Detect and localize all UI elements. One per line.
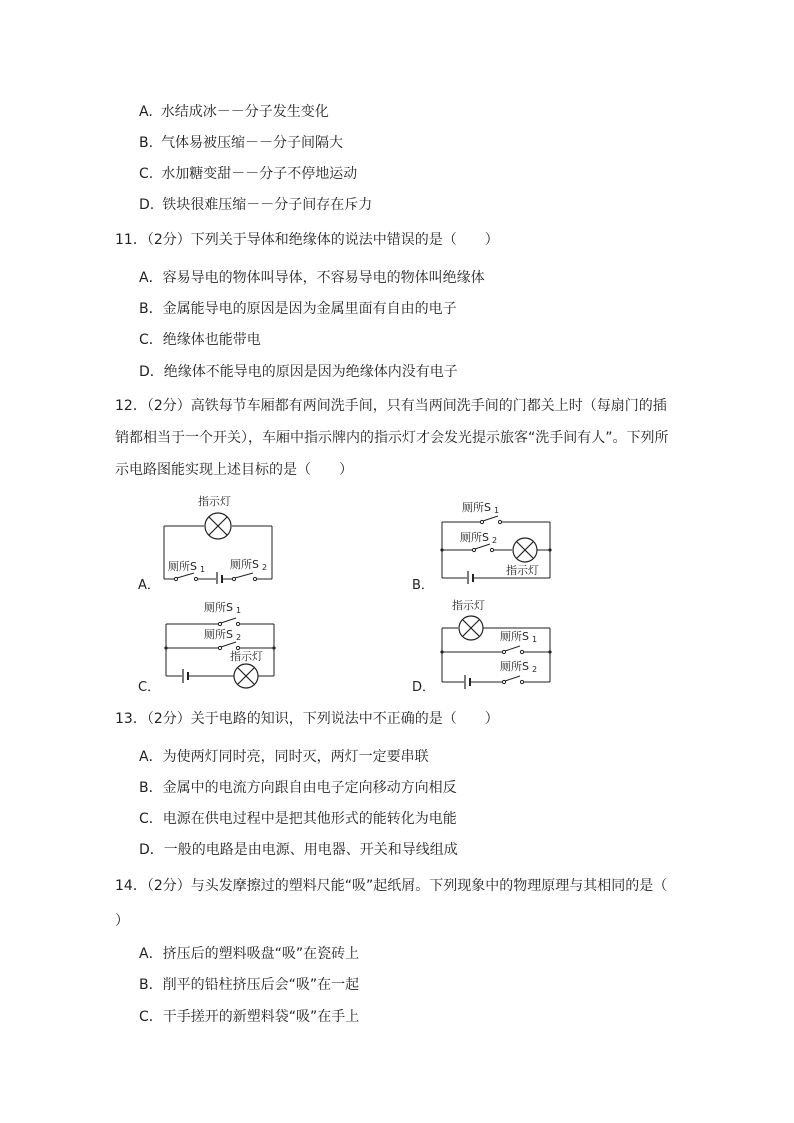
q14-option-c: C．干手搓开的新塑料袋“吸”在手上 (139, 1009, 360, 1025)
switch-s1-label: 厕所S (500, 630, 529, 643)
option-letter: C. (139, 166, 154, 182)
q12-stem-line-1: 12．（2分）高铁每节车厢都有两间洗手间，只有当两间洗手间的门都关上时（每扇门的插 (115, 398, 667, 414)
battery-symbol (465, 675, 470, 689)
switch-s2-blade (475, 544, 490, 549)
switch-s1-label: 厕所S (462, 501, 491, 514)
lamp-label: 指示灯 (198, 495, 231, 508)
switch-s2-label: 厕所S (500, 660, 529, 673)
q10-option-a (139, 102, 329, 122)
option-text: 水结成冰－－分子发生变化 (160, 104, 329, 120)
lamp-symbol (513, 538, 537, 562)
circuit-diagram-b (438, 498, 556, 584)
svg-text:2: 2 (532, 665, 538, 674)
svg-text:2: 2 (492, 536, 498, 545)
q14-stem-line-2: ） (115, 913, 129, 929)
q11-option-d: D．绝缘体不能导电的原因是因为绝缘体内没有电子 (139, 364, 458, 380)
lamp-symbol (205, 513, 231, 539)
battery-symbol (183, 669, 188, 683)
lamp-symbol (234, 664, 258, 688)
q14-stem-line-1: 14．（2分）与头发摩擦过的塑料尺能“吸”起纸屑。下列现象中的物理原理与其相同的是（ (115, 878, 668, 894)
q13-option-b: B．金属中的电流方向跟自由电子定向移动方向相反 (139, 780, 457, 796)
lamp-label: 指示灯 (452, 599, 485, 612)
svg-text:1: 1 (494, 506, 500, 515)
switch-s1-label: 厕所S (168, 560, 197, 573)
circuit-b-letter: B． (412, 578, 434, 593)
option-letter: A. (139, 104, 153, 120)
option-text: 铁块很难压缩－－分子间存在斥力 (162, 197, 373, 213)
q13-option-a: A．为使两灯同时亮，同时灭，两灯一定要串联 (139, 749, 429, 765)
lamp-symbol (459, 616, 483, 640)
switch-s1-blade (505, 646, 520, 651)
switch-s1-blade (221, 618, 236, 623)
switch-s2-blade (235, 573, 253, 578)
q13-option-c: C．电源在供电过程中是把其他形式的能转化为电能 (139, 811, 457, 827)
circuit-d-letter: D． (412, 680, 436, 695)
battery-symbol (468, 571, 473, 584)
switch-s2-label: 厕所S (230, 558, 259, 571)
q13-option-d: D．一般的电路是由电源、用电器、开关和导线组成 (139, 842, 458, 858)
switch-s2-blade (221, 642, 236, 647)
switch-s2-label: 厕所S (460, 531, 489, 544)
option-letter: D. (139, 197, 155, 213)
q12-stem-line-2: 销都相当于一个开关），车厢中指示牌内的指示灯才会发光提示旅客“洗手间有人”。下列所 (115, 430, 669, 446)
q10-option-c (139, 164, 357, 184)
switch-s1-label: 厕所S (204, 601, 233, 614)
q11-option-a: A．容易导电的物体叫导体，不容易导电的物体叫绝缘体 (139, 270, 485, 286)
circuit-diagram-c (162, 598, 280, 692)
circuit-diagram-d (438, 596, 558, 692)
svg-text:1: 1 (200, 565, 206, 574)
svg-text:2: 2 (262, 563, 268, 572)
option-text: 气体易被压缩－－分子间隔大 (161, 135, 344, 151)
circuit-diagram-a (160, 492, 280, 584)
q10-option-b (139, 133, 343, 153)
q10-option-d (139, 195, 372, 215)
q11-option-b: B．金属能导电的原因是因为金属里面有自由的电子 (139, 301, 457, 317)
q11-stem: 11．（2分）下列关于导体和绝缘体的说法中错误的是（ ） (115, 232, 499, 248)
circuit-c-letter: C． (138, 680, 161, 695)
svg-text:2: 2 (236, 633, 242, 642)
q11-option-c: C．绝缘体也能带电 (139, 332, 261, 348)
switch-s1-blade (483, 516, 498, 521)
option-text: 水加糖变甜－－分子不停地运动 (161, 166, 358, 182)
svg-text:1: 1 (236, 606, 242, 615)
svg-text:1: 1 (532, 635, 538, 644)
option-letter: B. (139, 135, 154, 151)
lamp-label: 指示灯 (506, 564, 539, 577)
q13-stem: 13．（2分）关于电路的知识，下列说法中不正确的是（ ） (115, 711, 499, 727)
switch-s2-blade (505, 676, 520, 681)
battery-symbol (217, 572, 222, 584)
q12-stem-line-3: 示电路图能实现上述目标的是（ ） (115, 462, 353, 478)
lamp-label: 指示灯 (230, 650, 263, 663)
q14-option-a: A．挤压后的塑料吸盘“吸”在瓷砖上 (139, 946, 360, 962)
q14-option-b: B．削平的铅柱挤压后会“吸”在一起 (139, 977, 360, 993)
circuit-a-letter: A． (138, 578, 160, 593)
switch-s2-label: 厕所S (204, 628, 233, 641)
switch-s1-blade (177, 573, 194, 578)
